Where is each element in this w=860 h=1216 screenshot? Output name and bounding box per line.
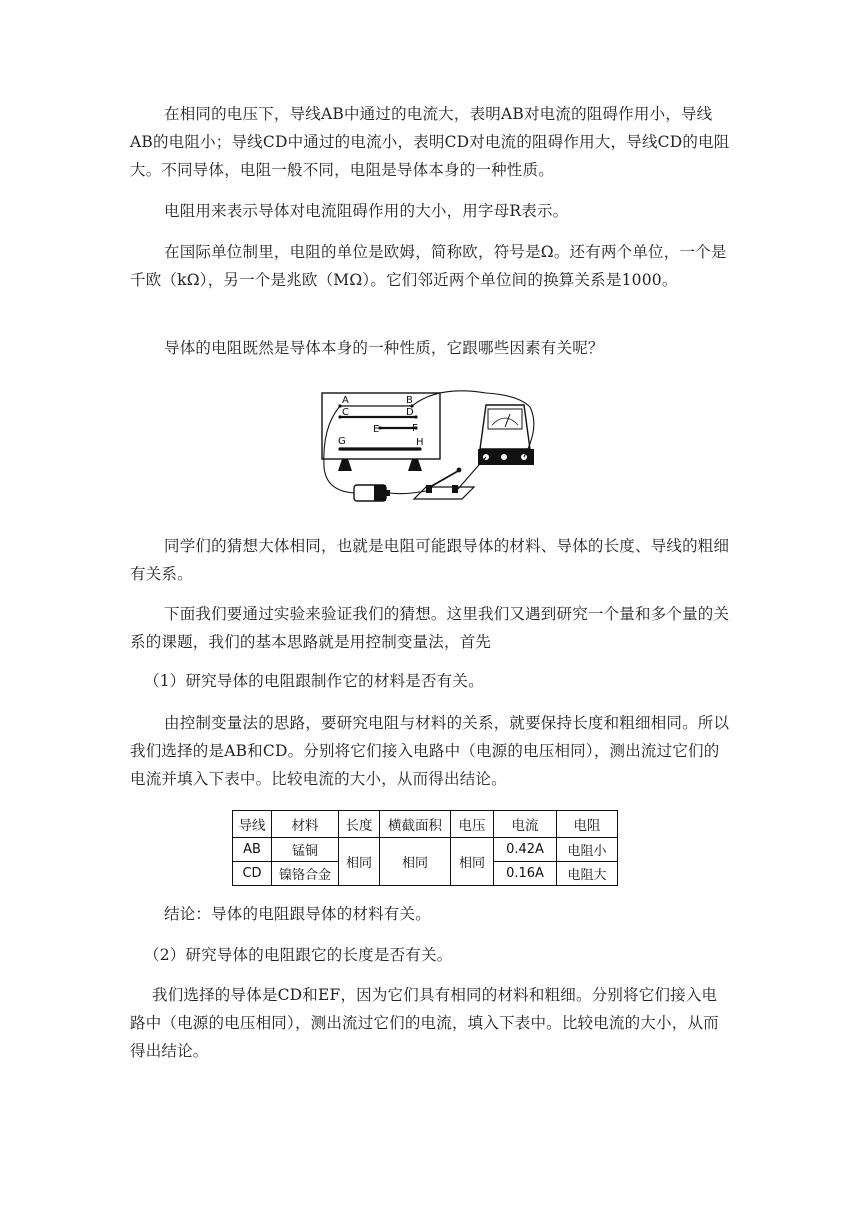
header-voltage: 电压 [451,811,494,838]
cell-current: 0.16A [494,862,557,886]
table-header-row [233,811,618,838]
paragraph-8: 由控制变量法的思路，要研究电阻与材料的关系，就要保持长度和粗细相同。所以我们选择的是AB和CD。分别将它们接入电路中（电源的电压相同），测出流过它们的电流并填入下表中。比较电流的大小，从而得出结论。 [130,714,730,788]
cell-voltage: 相同 [451,838,494,886]
cell-material: 镍铬合金 [272,862,339,886]
paragraph-3: 在国际单位制里，电阻的单位是欧姆，简称欧，符号是Ω。还有两个单位，一个是千欧（kΩ），另一个是兆欧（MΩ）。它们邻近两个单位间的换算关系是1000。 [130,243,727,289]
paragraph-7: （1）研究导体的电阻跟制作它的材料是否有关。 [144,672,484,690]
label-h: H [416,437,424,448]
paragraph-10: （2）研究导体的电阻跟它的长度是否有关。 [144,946,453,964]
paragraph-4: 导体的电阻既然是导体本身的一种性质，它跟哪些因素有关呢？ [164,339,604,357]
table-row [233,838,618,862]
label-c: C [342,407,349,418]
header-area: 横截面积 [380,811,451,838]
label-e: E [373,424,380,435]
label-g: G [338,436,346,447]
paragraph-6: 下面我们要通过实验来验证我们的猜想。这里我们又遇到研究一个量和多个量的关系的课题，我们的基本思路就是用控制变量法，首先 [130,605,730,651]
cell-material: 锰铜 [272,838,339,862]
cell-resistance: 电阻大 [557,862,618,886]
header-resistance: 电阻 [557,811,618,838]
data-table-wrap [232,810,618,886]
cell-area: 相同 [380,838,451,886]
cell-wire: AB [233,838,272,862]
cell-resistance: 电阻小 [557,838,618,862]
paragraph-9: 结论：导体的电阻跟导体的材料有关。 [164,905,431,923]
ammeter [478,405,534,465]
battery [354,485,390,501]
paragraph-5: 同学们的猜想大体相同，也就是电阻可能跟导体的材料、导体的长度、导线的粗细有关系。 [130,537,730,583]
label-a: A [342,395,349,406]
paragraph-11: 我们选择的导体是CD和EF，因为它们具有相同的材料和粗细。分别将它们接入电路中（电源的电压相同），测出流过它们的电流，填入下表中。比较电流的大小，从而得出结论。 [130,986,719,1060]
data-table [232,810,618,886]
header-material: 材料 [272,811,339,838]
board-stand-right [408,459,422,471]
label-d: D [406,407,414,418]
cell-current: 0.42A [494,838,557,862]
switch [414,468,474,499]
paragraph-2: 电阻用来表示导体对电流阻碍作用的大小，用字母R表示。 [164,202,569,220]
cell-wire: CD [233,862,272,886]
header-wire: 导线 [233,811,272,838]
board-stand-left [338,459,352,471]
label-b: B [406,395,413,406]
paragraph-1: 在相同的电压下，导线AB中通过的电流大，表明AB对电流的阻碍作用小，导线AB的电阻小；导线CD中通过的电流小，表明CD对电流的阻碍作用大，导线CD的电阻大。不同导体，电阻一般不同，电阻是导体本身的一种性质。 [130,105,730,179]
header-length: 长度 [339,811,380,838]
header-current: 电流 [494,811,557,838]
label-f: F [412,423,418,434]
circuit-diagram [318,387,550,513]
cell-length: 相同 [339,838,380,886]
